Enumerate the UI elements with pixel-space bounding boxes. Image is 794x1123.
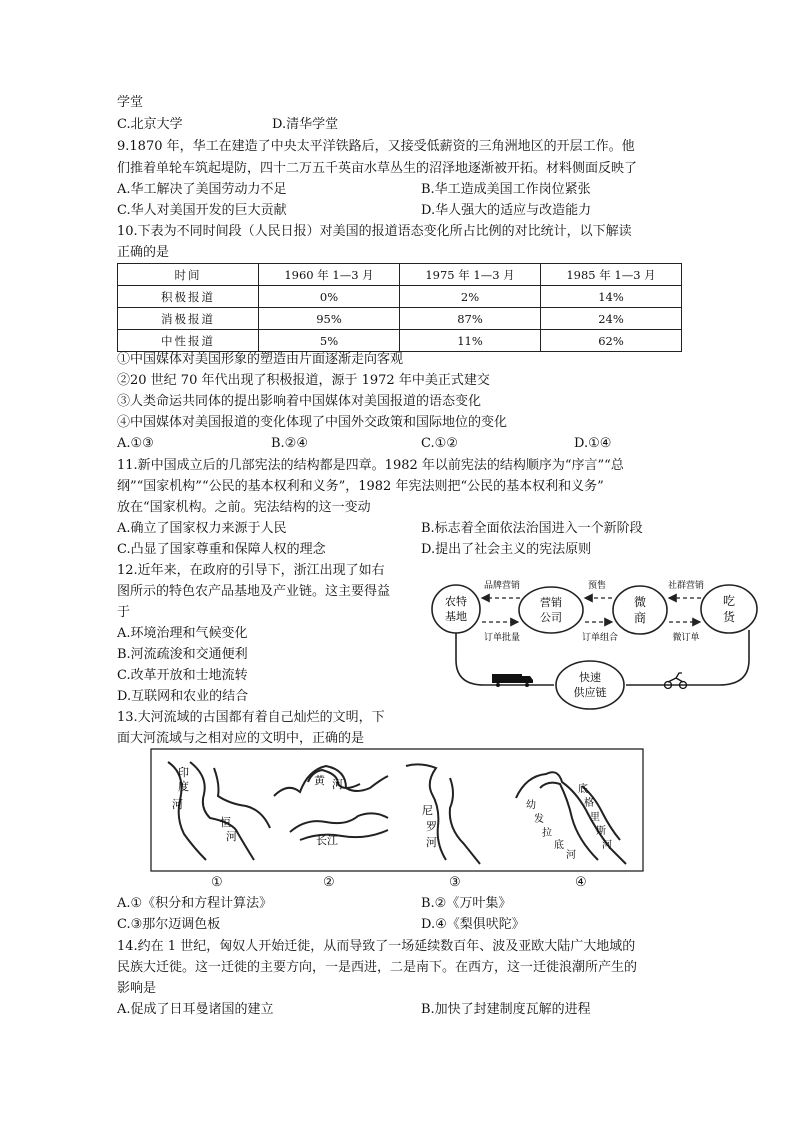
q11-stem-line: 放在“国家机构。之前。宪法结构的这一变动 (117, 500, 371, 515)
q11-option-a[interactable]: A.确立了国家权力来源于人民 (117, 521, 287, 536)
q9-option-c[interactable]: C.华人对美国开发的巨大贡献 (117, 203, 287, 218)
table-header-cell: 1975 年 1—3 月 (400, 264, 541, 286)
node-company-label: 营销 (540, 596, 562, 609)
q10-stem-line: 正确的是 (117, 245, 170, 260)
table-header-cell: 1960 年 1—3 月 (259, 264, 400, 286)
q10-statement: ②20 世纪 70 年代出现了积极报道，源于 1972 年中美正式建交 (117, 373, 490, 388)
q14-stem-line: 影响是 (117, 981, 157, 996)
label-indus: 河 (172, 798, 183, 811)
label-nile: 尼 (422, 804, 433, 817)
label-brand-marketing: 品牌营销 (483, 581, 521, 591)
table-cell: 0% (259, 286, 400, 308)
q12-option-a[interactable]: A.环境治理和气候变化 (117, 626, 248, 641)
node-supply-chain (556, 661, 624, 709)
table-cell: 62% (541, 330, 682, 352)
q10-option-b[interactable]: B.②④ (271, 436, 308, 451)
table-cell: 11% (400, 330, 541, 352)
table-row (118, 286, 682, 308)
q10-stem-line: 10.下表为不同时间段（人民日报）对美国的报道语态变化所占比例的对比统计，以下解读 (117, 224, 632, 239)
table-cell: 24% (541, 308, 682, 330)
node-supply-label: 快速 (579, 671, 601, 684)
table-row (118, 330, 682, 352)
q11-option-c[interactable]: C.凸显了国家尊重和保障人权的理念 (117, 542, 326, 557)
q10-option-c[interactable]: C.①② (421, 436, 458, 451)
q12-stem-line: 12.近年来，在政府的引导下，浙江出现了如右 (117, 563, 385, 578)
label-ganges: 河 (226, 830, 237, 843)
q10-statement: ④中国媒体对美国报道的变化体现了中国外交政策和国际地位的变化 (117, 415, 508, 430)
table-header-cell: 1985 年 1—3 月 (541, 264, 682, 286)
label-huanghe: 黄 (314, 774, 325, 787)
node-base (432, 585, 480, 633)
node-foodie (701, 585, 757, 633)
river-maps (150, 748, 644, 872)
q12-option-c[interactable]: C.改革开放和士地流转 (117, 668, 248, 683)
map-number: ④ (575, 875, 587, 890)
q9-option-a[interactable]: A.华工解决了美国劳动力不足 (117, 182, 287, 197)
q11-stem-line: 11.新中国成立后的几部宪法的结构都是四章。1982 年以前宪法的结构顺序为“序言”“总 (117, 458, 624, 473)
map-number: ③ (449, 875, 461, 890)
q11-stem-line: 纲”“国家机构”“公民的基本权利和义务”，1982 年宪法则把“公民的基本权利和义务” (117, 479, 604, 494)
node-weishang (613, 586, 667, 634)
label-euphrates: 发 (534, 814, 544, 825)
node-supply-label: 供应链 (573, 686, 607, 699)
table-cell: 2% (400, 286, 541, 308)
label-euphrates: 幼 (526, 800, 536, 811)
label-nile: 河 (426, 836, 437, 849)
label-huanghe: 河 (332, 778, 343, 791)
label-indus: 度 (178, 780, 189, 793)
industry-chain-diagram (424, 572, 774, 714)
label-yangtze: 长江 (316, 834, 338, 847)
label-tigris: 斯 (596, 826, 606, 837)
node-weishang-label: 微 (633, 595, 647, 609)
q8-option-c[interactable]: C.北京大学 (117, 117, 183, 132)
continuation-text: 学堂 (117, 95, 144, 110)
label-euphrates: 底 (554, 840, 564, 851)
q14-stem-line: 14.约在 1 世纪，匈奴人开始迁徙，从而导致了一场延续数百年、波及亚欧大陆广大地域的 (117, 939, 636, 954)
node-base-label: 农特 (445, 595, 467, 608)
table-cell: 消极报道 (118, 308, 259, 330)
label-tigris: 河 (602, 840, 612, 851)
label-micro-order: 微订单 (672, 633, 700, 643)
node-base-label: 基地 (445, 610, 467, 623)
node-foodie-label: 货 (722, 610, 736, 624)
label-bulk-order: 订单批量 (483, 633, 521, 643)
table-header-cell: 时间 (118, 264, 259, 286)
label-tigris: 里 (590, 812, 600, 823)
q10-option-d[interactable]: D.①④ (574, 436, 612, 451)
q11-option-b[interactable]: B.标志着全面依法治国进入一个新阶段 (421, 521, 643, 536)
q9-stem-line: 们推着单轮车筑起堤防，四十二万五千英亩水草丛生的沼泽地逐渐被开拓。材料侧面反映了 (117, 161, 638, 176)
label-community-marketing: 社群营销 (667, 581, 705, 591)
label-ganges: 恒 (220, 816, 231, 829)
node-foodie-label: 吃 (722, 594, 736, 608)
q12-stem-line: 图所示的特色农产品基地及产业链。这主要得益 (117, 584, 391, 599)
scooter-icon (665, 673, 687, 689)
label-nile: 罗 (426, 820, 437, 833)
q14-option-a[interactable]: A.促成了日耳曼诸国的建立 (117, 1002, 274, 1017)
label-tigris: 格 (584, 798, 594, 809)
q13-option-c[interactable]: C.③那尔迈调色板 (117, 917, 221, 932)
q12-stem-line: 于 (117, 605, 131, 620)
q10-statement: ③人类命运共同体的提出影响着中国媒体对美国报道的语态变化 (117, 394, 482, 409)
q8-option-d[interactable]: D.清华学堂 (272, 117, 339, 132)
label-indus: 印 (178, 766, 189, 779)
table-cell: 14% (541, 286, 682, 308)
table-cell: 95% (259, 308, 400, 330)
q14-stem-line: 民族大迁徙。这一迁徙的主要方向，一是西进，二是南下。在西方，这一迁徙浪潮所产生的 (117, 960, 638, 975)
q10-statement: ①中国媒体对美国形象的塑造由片面逐渐走向客观 (117, 352, 404, 367)
q13-stem-line: 面大河流域与之相对应的文明中，正确的是 (117, 731, 365, 746)
q9-option-b[interactable]: B.华工造成美国工作岗位紧张 (421, 182, 591, 197)
table-row (118, 308, 682, 330)
q14-option-b[interactable]: B.加快了封建制度瓦解的进程 (421, 1002, 591, 1017)
map-number: ② (323, 875, 335, 890)
q12-option-b[interactable]: B.河流疏浚和交通便利 (117, 647, 248, 662)
q13-stem-line: 13.大河流域的古国都有着自己灿烂的文明，下 (117, 710, 385, 725)
q13-option-a[interactable]: A.①《积分和方程计算法》 (117, 896, 273, 911)
label-order-combo: 订单组合 (581, 633, 619, 643)
label-euphrates: 拉 (542, 828, 552, 839)
map-number: ① (211, 875, 223, 890)
node-company-label: 公司 (540, 611, 562, 624)
q10-option-a[interactable]: A.①③ (117, 436, 154, 451)
q9-stem-line: 9.1870 年，华工在建造了中央太平洋铁路后，又接受低薪资的三角洲地区的开层工作。他 (117, 139, 635, 154)
label-presale: 预售 (587, 581, 607, 591)
q13-option-b[interactable]: B.②《万叶集》 (421, 896, 512, 911)
node-company (519, 587, 583, 633)
q9-option-d[interactable]: D.华人强大的适应与改造能力 (421, 203, 592, 218)
table-cell: 87% (400, 308, 541, 330)
table-cell: 5% (259, 330, 400, 352)
table-header-row (118, 264, 682, 286)
q12-option-d[interactable]: D.互联网和农业的结合 (117, 689, 249, 704)
q13-option-d[interactable]: D.④《梨俱吠陀》 (421, 917, 525, 932)
table-cell: 中性报道 (118, 330, 259, 352)
label-tigris: 底 (578, 784, 588, 795)
label-euphrates: 河 (566, 850, 576, 861)
q10-table (117, 263, 682, 352)
node-weishang-label: 商 (633, 611, 647, 625)
q11-option-d[interactable]: D.提出了社会主义的宪法原则 (421, 542, 592, 557)
table-cell: 积极报道 (118, 286, 259, 308)
